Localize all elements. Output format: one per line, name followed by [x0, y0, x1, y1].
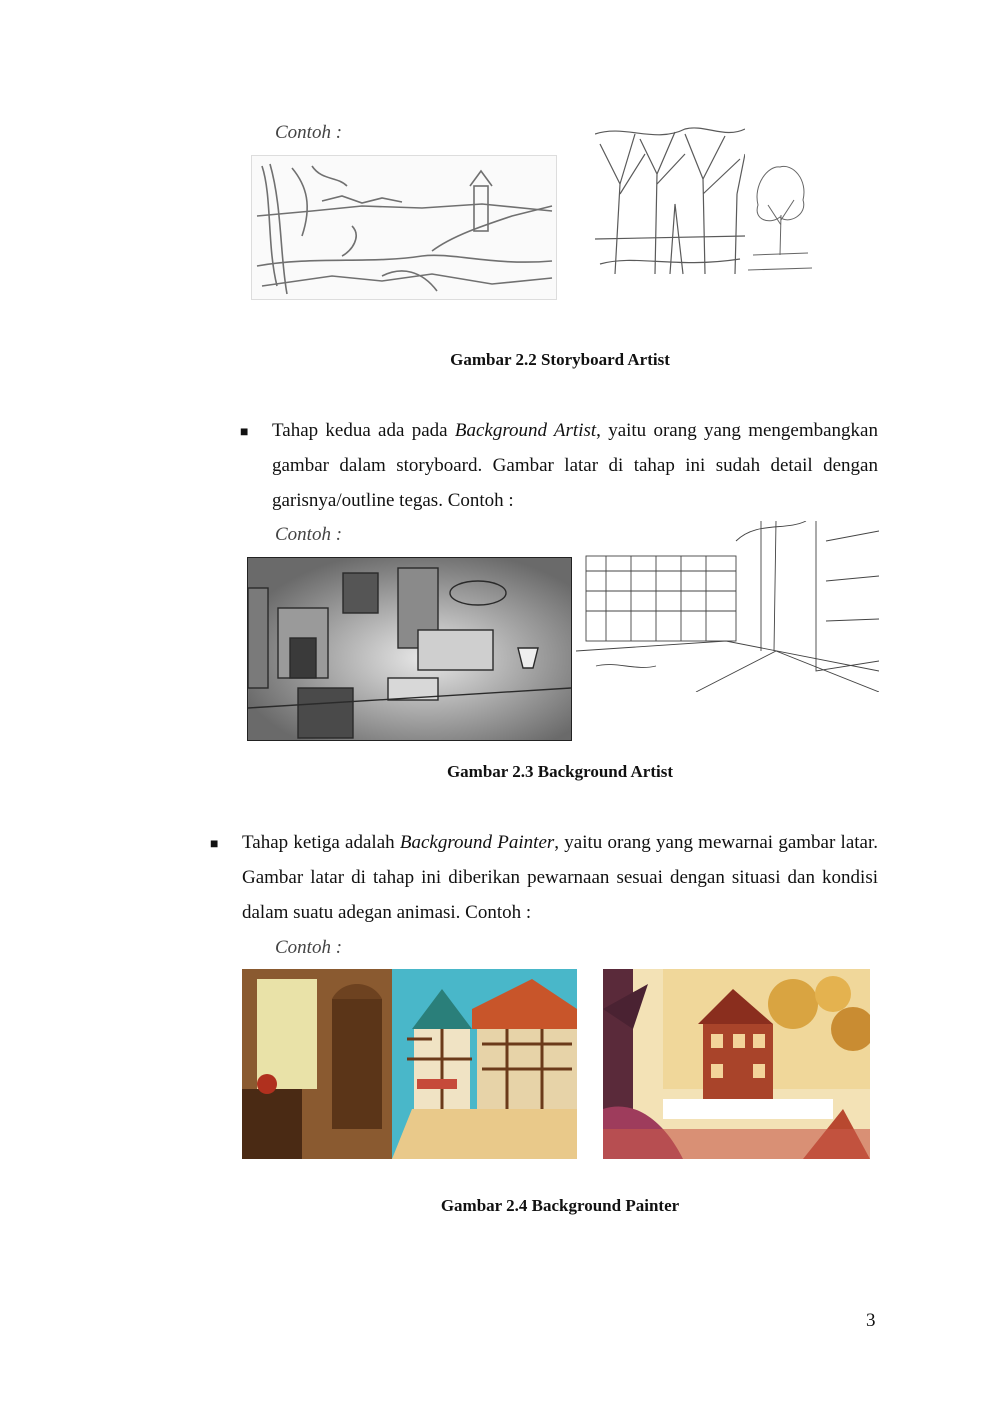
paragraph-text-2: , yaitu orang yang mewarnai gambar latar. Gambar latar di tahap ini diberikan pewarnaan sesuai dengan situasi dan kondisi dalam suatu adegan animasi. Contoh : — [242, 832, 878, 923]
paragraph-background-painter — [242, 825, 878, 930]
bullet-marker: ■ — [210, 837, 219, 852]
paragraph-background-artist — [272, 413, 878, 518]
paragraph-emphasis: Background Painter — [399, 832, 555, 853]
storyboard-forest-sketch — [595, 124, 745, 276]
background-artist-street-image — [576, 521, 879, 692]
paragraph-text-1: Tahap kedua ada pada — [272, 420, 455, 441]
background-artist-livingroom-image — [247, 557, 572, 741]
background-painter-village-image — [242, 969, 577, 1159]
storyboard-lighthouse-sketch — [251, 155, 557, 300]
figure-caption-2-3: Gambar 2.3 Background Artist — [446, 762, 674, 781]
contoh-label-3: Contoh : — [275, 937, 343, 958]
figure-caption-2-4: Gambar 2.4 Background Painter — [440, 1196, 680, 1215]
contoh-label-2: Contoh : — [275, 524, 343, 545]
bullet-marker: ■ — [240, 425, 249, 440]
storyboard-tree-sketch — [748, 155, 812, 276]
figure-caption-2-2: Gambar 2.2 Storyboard Artist — [450, 350, 670, 369]
paragraph-text-2: , yaitu orang yang mengembangkan gambar dalam storyboard. Gambar latar di tahap ini sudah detail dengan garisnya/outline tegas. Contoh : — [272, 420, 878, 511]
page-number: 3 — [866, 1310, 876, 1331]
contoh-label-1: Contoh : — [275, 122, 343, 143]
paragraph-emphasis: Background Artist — [454, 420, 597, 441]
background-painter-house-image — [603, 969, 870, 1159]
paragraph-text-1: Tahap ketiga adalah — [242, 832, 400, 853]
